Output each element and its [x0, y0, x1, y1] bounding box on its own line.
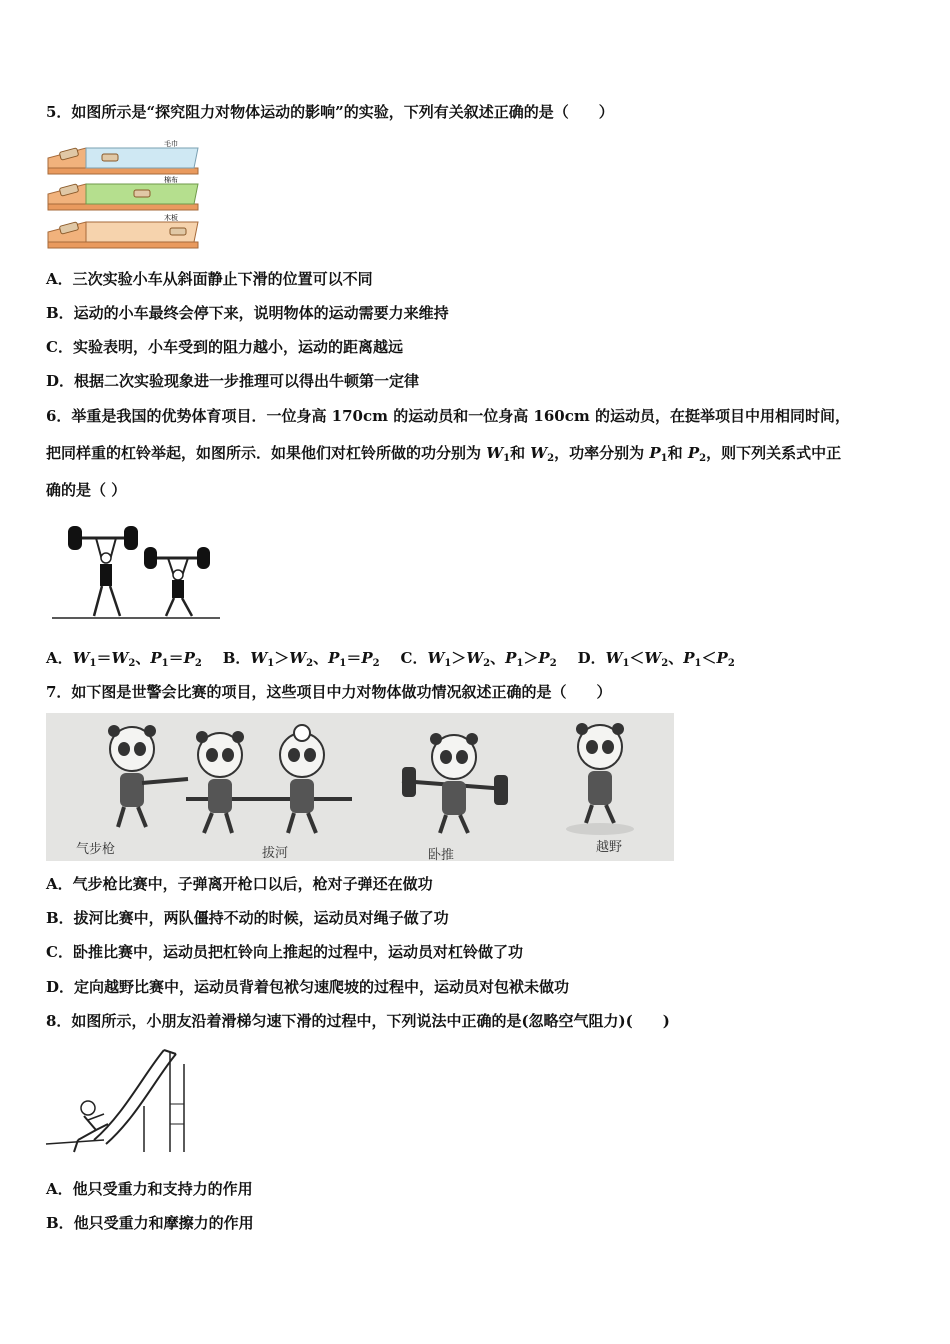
q5-label-cotton: 棉布: [164, 176, 178, 184]
q8-option-a: A．他只受重力和支持力的作用: [46, 1180, 253, 1198]
q8-stem: 8．如图所示，小朋友沿着滑梯匀速下滑的过程中，下列说法中正确的是(忽略空气阻力)( ): [46, 1012, 670, 1030]
q5-option-b: B．运动的小车最终会停下来，说明物体的运动需要力来维持: [46, 304, 449, 322]
q6-option-a: A．$W_1=W_2$、$P_1=P_2$: [46, 649, 202, 669]
q5-option-d: D．根据二次实验现象进一步推理可以得出牛顿第一定律: [46, 372, 420, 390]
q6-stem-line3: 确的是（ ）: [46, 481, 127, 499]
q6-option-d: D．$W_1<W_2$、$P_1<P_2$: [577, 649, 735, 669]
q7-label-rifle: 气步枪: [76, 842, 116, 857]
q7-figure: [46, 713, 674, 861]
q5-stem: 5．如图所示是“探究阻力对物体运动的影响”的实验，下列有关叙述正确的是（ ）: [46, 103, 614, 121]
q7-label-bench: 卧推: [428, 848, 455, 861]
q7-option-d: D．定向越野比赛中，运动员背着包袱匀速爬坡的过程中，运动员对包袱未做功: [46, 978, 570, 996]
q7-stem: 7．如下图是世警会比赛的项目，这些项目中力对物体做功情况叙述正确的是（ ）: [46, 683, 612, 701]
q6-option-b: B．$W_1>W_2$、$P_1=P_2$: [222, 649, 380, 669]
q7-label-tug: 拔河: [262, 846, 289, 861]
q8-figure: [44, 1044, 190, 1162]
q6-figure: [50, 520, 222, 624]
q5-option-a: A．三次实验小车从斜面静止下滑的位置可以不同: [46, 270, 373, 288]
q6-options: [46, 648, 735, 674]
q6-stem-line1: 6．举重是我国的优势体育项目．一位身高 170cm 的运动员和一位身高 160cm 的运动员，在挺举项目中用相同时间，: [46, 407, 850, 425]
q5-label-towel: 毛巾: [164, 140, 178, 148]
q7-option-a: A．气步枪比赛中，子弹离开枪口以后，枪对子弹还在做功: [46, 875, 433, 893]
q5-figure: [46, 140, 202, 252]
q7-option-c: C．卧推比赛中，运动员把杠铃向上推起的过程中，运动员对杠铃做了功: [46, 943, 523, 961]
q7-option-b: B．拔河比赛中，两队僵持不动的时候，运动员对绳子做了功: [46, 909, 449, 927]
q8-option-b: B．他只受重力和摩擦力的作用: [46, 1214, 254, 1232]
q5-option-c: C．实验表明，小车受到的阻力越小，运动的距离越远: [46, 338, 403, 356]
q6-stem-line2: 把同样重的杠铃举起，如图所示．如果他们对杠铃所做的功分别为 $W_1$和 $W_2$，功率分别为 $P_1$和 $P_2$，则下列关系式中正: [46, 444, 842, 464]
q6-option-c: C．$W_1>W_2$、$P_1>P_2$: [400, 649, 557, 669]
q5-label-wood: 木板: [164, 214, 178, 222]
q7-label-cross: 越野: [596, 840, 623, 855]
